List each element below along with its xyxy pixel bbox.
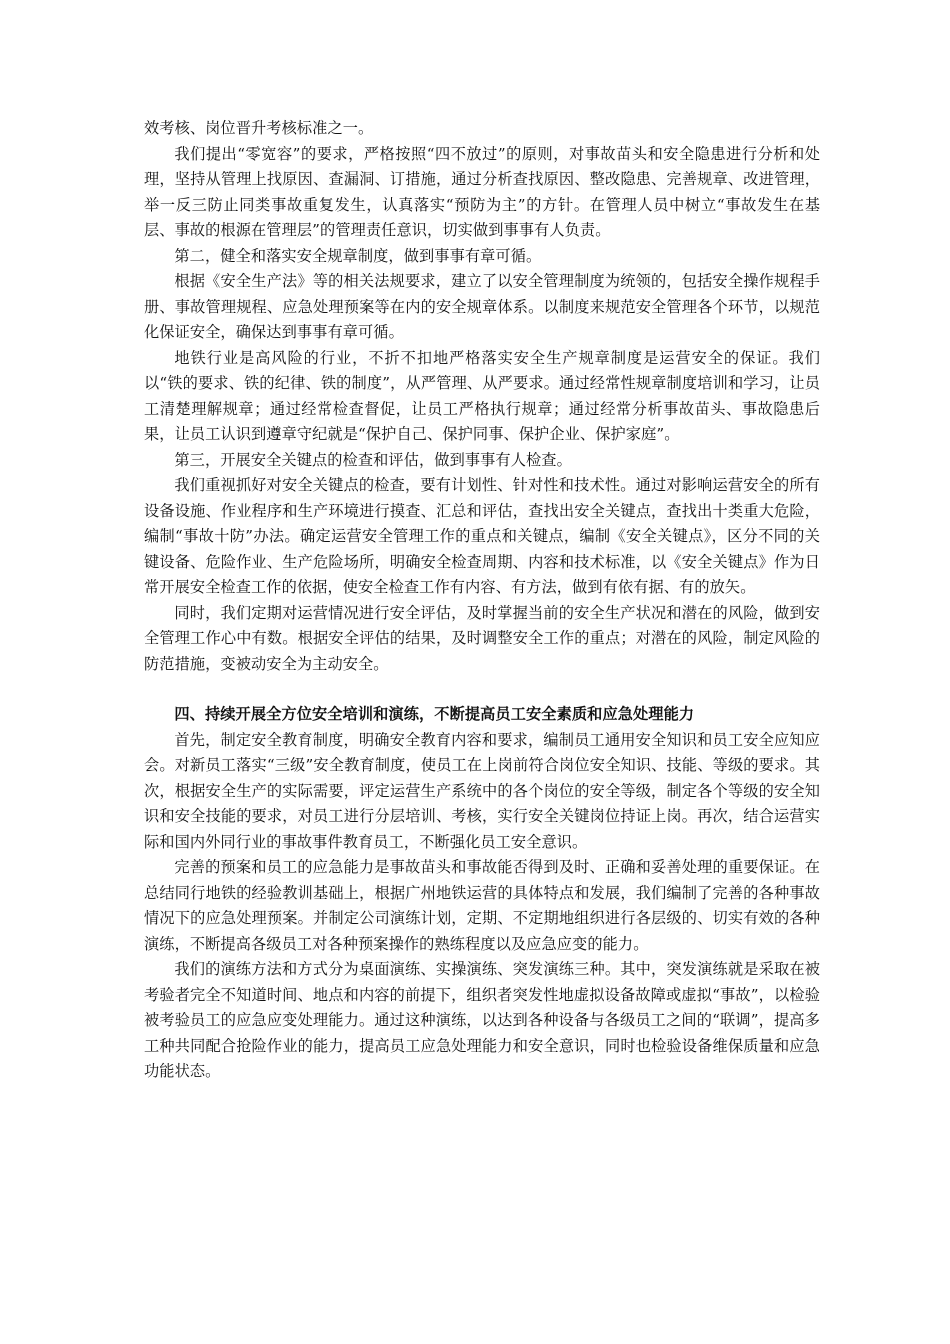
paragraph-regulations: 根据《安全生产法》等的相关法规要求，建立了以安全管理制度为统领的，包括安全操作规程手册、事故管理规程、应急处理预案等在内的安全规章体系。以制度来规范安全管理各个环节，以规范化保证安全，确保达到事事有章可循。: [144, 272, 820, 341]
paragraph-second-point: 第二，健全和落实安全规章制度，做到事事有章可循。: [174, 246, 542, 265]
paragraph-emergency-plan: 完善的预案和员工的应急能力是事故苗头和事故能否得到及时、正确和妥善处理的重要保证。在总结同行地铁的经验教训基础上，根据广州地铁运营的具体特点和发展，我们编制了完善的各种事故情况下的应急处理预案。并制定公司演练计划，定期、不定期地组织进行各层级的、切实有效的各种演练，不断提高各级员工对各种预案操作的熟练程度以及应急应变的能力。: [144, 858, 820, 953]
paragraph-metro-risk: 地铁行业是高风险的行业，不折不扣地严格落实安全生产规章制度是运营安全的保证。我们以“铁的要求、铁的纪律、铁的制度”，从严管理、从严要求。通过经常性规章制度培训和学习，让员工清楚理解规章；通过经常检查督促，让员工严格执行规章；通过经常分析事故苗头、事故隐患后果，让员工认识到遵章守纪就是“保护自己、保护同事、保护企业、保护家庭”。: [144, 348, 820, 443]
paragraph-key-points: 我们重视抓好对安全关键点的检查，要有计划性、针对性和技术性。通过对影响运营安全的所有设备设施、作业程序和生产环境进行摸查、汇总和评估，查找出安全关键点，查找出十类重大危险，编制“事故十防”办法。确定运营安全管理工作的重点和关键点，编制《安全关键点》，区分不同的关键设备、危险作业、生产危险场所，明确安全检查周期、内容和技术标准，以《安全关键点》作为日常开展安全检查工作的依据，使安全检查工作有内容、有方法，做到有依有据、有的放矢。: [144, 476, 820, 596]
section-gap: [144, 677, 820, 702]
paragraph-education: 首先，制定安全教育制度，明确安全教育内容和要求，编制员工通用安全知识和员工安全应知应会。对新员工落实“三级”安全教育制度，使员工在上岗前符合岗位安全知识、技能、等级的要求。其次，根据安全生产的实际需要，评定运营生产系统中的各个岗位的安全等级，制定各个等级的安全知识和安全技能的要求，对员工进行分层培训、考核，实行安全关键岗位持证上岗。再次，结合运营实际和国内外同行业的事故事件教育员工，不断强化员工安全意识。: [144, 730, 820, 851]
paragraph-continuation: 效考核、岗位晋升考核标准之一。: [144, 119, 374, 137]
document-page: [144, 116, 820, 1085]
paragraph-assessment: 同时，我们定期对运营情况进行安全评估，及时掌握当前的安全生产状况和潜在的风险，做到安全管理工作心中有数。根据安全评估的结果，及时调整安全工作的重点；对潜在的风险，制定风险的防范措施，变被动安全为主动安全。: [144, 603, 820, 673]
section-heading: 四、持续开展全方位安全培训和演练，不断提高员工安全素质和应急处理能力: [174, 705, 695, 723]
paragraph-zero-tolerance: 我们提出“零宽容”的要求，严格按照“四不放过”的原则，对事故苗头和安全隐患进行分析和处理，坚持从管理上找原因、查漏洞、订措施，通过分析查找原因、整改隐患、完善规章、改进管理，举一反三防止同类事故重复发生，认真落实“预防为主”的方针。在管理人员中树立“事故发生在基层、事故的根源在管理层”的管理责任意识，切实做到事事有人负责。: [144, 144, 820, 239]
paragraph-drills: 我们的演练方法和方式分为桌面演练、实操演练、突发演练三种。其中，突发演练就是采取在被考验者完全不知道时间、地点和内容的前提下，组织者突发性地虚拟设备故障或虚拟“事故”，以检验被考验员工的应急应变处理能力。通过这种演练，以达到各种设备与各级员工之间的“联调”，提高多工种共同配合抢险作业的能力，提高员工应急处理能力和安全意识，同时也检验设备维保质量和应急功能状态。: [144, 960, 820, 1080]
paragraph-third-point: 第三，开展安全关键点的检查和评估，做到事事有人检查。: [174, 450, 572, 469]
